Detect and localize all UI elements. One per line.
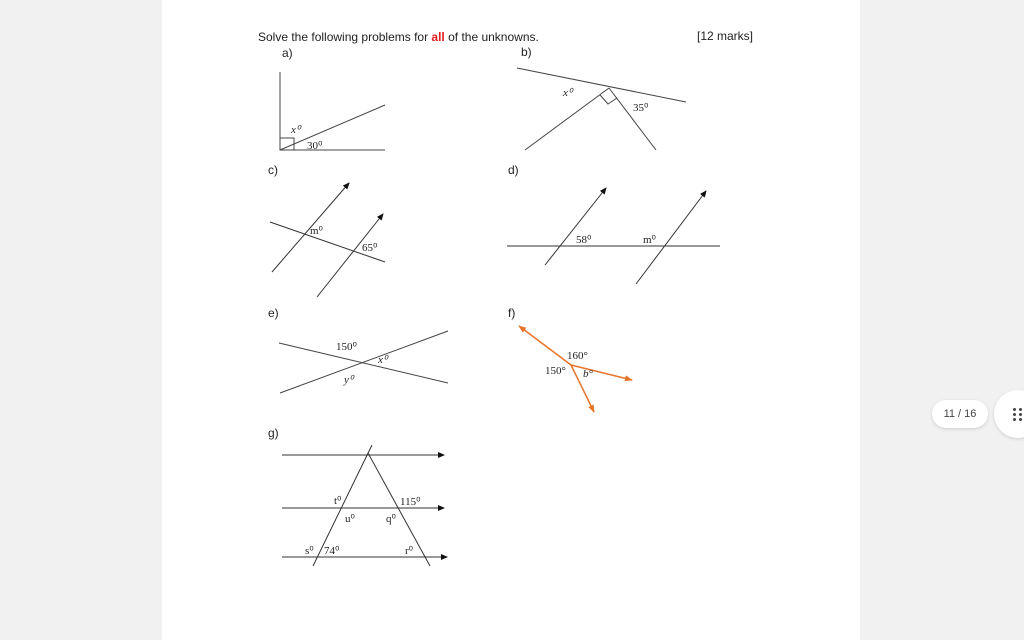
problem-e	[279, 331, 448, 393]
angle-label: 150°	[545, 365, 566, 377]
angle-label: 74⁰	[324, 545, 340, 557]
marks-label: [12 marks]	[697, 29, 754, 43]
angle-label: q⁰	[386, 513, 396, 525]
angle-label: x⁰	[378, 354, 388, 366]
label-g: g)	[268, 426, 279, 440]
angle-label: x⁰	[291, 124, 301, 136]
angle-label: 65⁰	[362, 242, 378, 254]
angle-label: x⁰	[563, 87, 573, 99]
angle-label: r⁰	[405, 545, 414, 557]
angle-label: 30⁰	[307, 140, 323, 152]
angle-label: 35⁰	[633, 102, 649, 114]
problem-b	[517, 68, 686, 150]
page-indicator: 11 / 16	[932, 400, 988, 428]
angle-label: y⁰	[344, 374, 354, 386]
angle-label: t⁰	[334, 495, 342, 507]
label-e: e)	[268, 306, 279, 320]
angle-label: m⁰	[643, 234, 656, 246]
label-d: d)	[508, 163, 519, 177]
label-b: b)	[521, 45, 532, 59]
label-c: c)	[268, 163, 278, 177]
problem-d	[507, 188, 720, 284]
angle-label: 58⁰	[576, 234, 592, 246]
grid-icon	[1013, 408, 1023, 420]
angle-label: 160°	[567, 350, 588, 362]
angle-label: s⁰	[305, 545, 314, 557]
angle-label: m⁰	[310, 225, 323, 237]
angle-label: 115⁰	[400, 496, 421, 508]
problem-f	[519, 326, 632, 412]
problem-c	[270, 183, 385, 297]
problem-a	[280, 72, 385, 150]
label-f: f)	[508, 306, 516, 320]
angle-label: u⁰	[345, 513, 355, 525]
label-a: a)	[282, 46, 293, 60]
instruction-text: Solve the following problems for all of the unknowns.	[258, 30, 539, 44]
angle-label: b°	[583, 368, 593, 380]
angle-label: 150⁰	[336, 341, 357, 353]
